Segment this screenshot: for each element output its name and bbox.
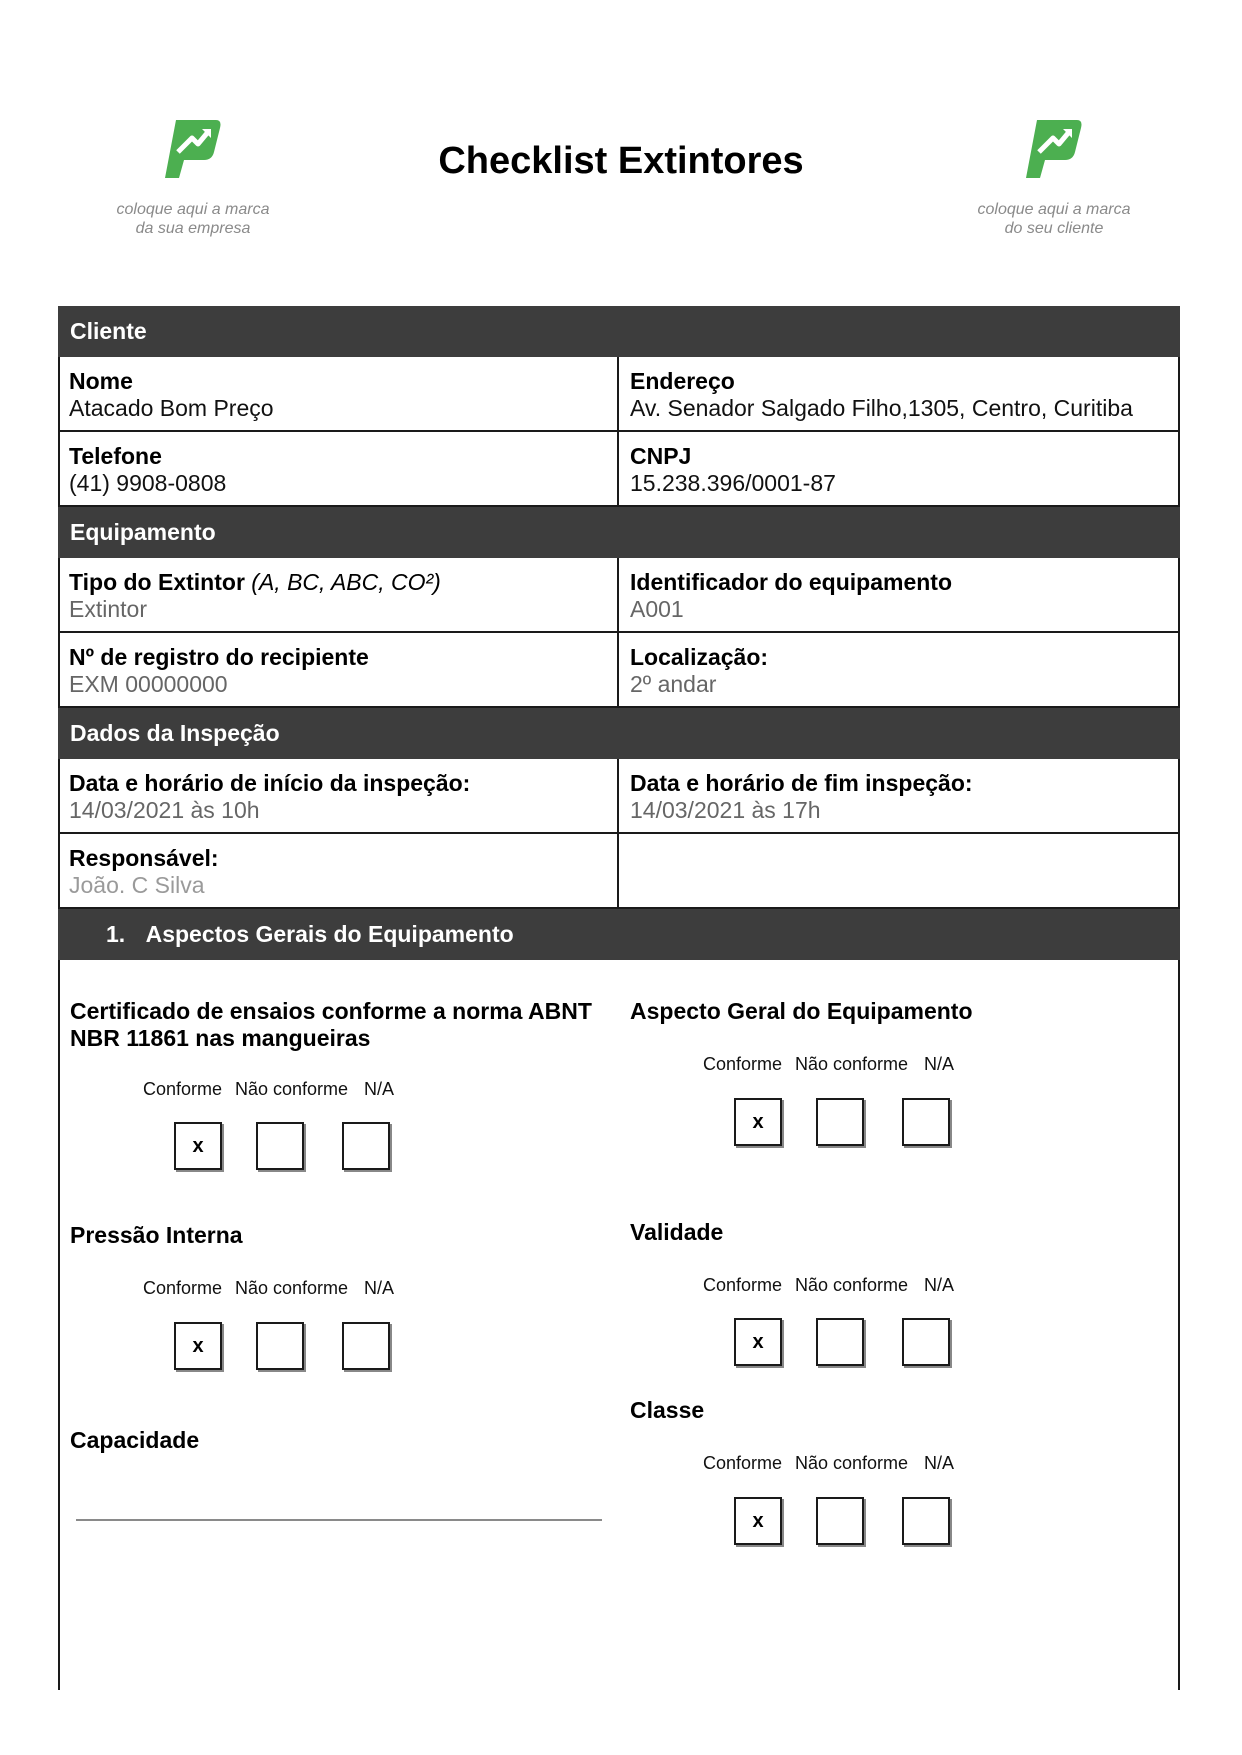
- field-value: (41) 9908-0808: [69, 470, 227, 496]
- field-value: A001: [630, 596, 684, 622]
- question-line: Classe: [630, 1397, 705, 1423]
- field-value: 14/03/2021 às 10h: [69, 797, 260, 823]
- field-label-text: Tipo do Extintor: [69, 569, 245, 595]
- field-identificador[interactable]: [619, 558, 1180, 633]
- checkbox-na[interactable]: [902, 1497, 950, 1545]
- option-label-conforme: Conforme: [703, 1275, 783, 1295]
- field-value: 14/03/2021 às 17h: [630, 797, 821, 823]
- field-value: Extintor: [69, 596, 147, 622]
- option-label-na: N/A: [364, 1079, 395, 1099]
- field-label: Telefone: [69, 443, 162, 469]
- field-label: Data e horário de fim inspeção:: [630, 770, 973, 796]
- field-label: Nome: [69, 368, 133, 394]
- empty-cell: [619, 834, 1180, 909]
- checkbox-conforme[interactable]: x: [734, 1497, 782, 1545]
- option-label-na: N/A: [364, 1278, 395, 1298]
- field-hint: (A, BC, ABC, CO²): [251, 569, 441, 595]
- page-title: Checklist Extintores: [438, 140, 804, 182]
- field-label: Nº de registro do recipiente: [69, 644, 369, 670]
- option-label-conforme: Conforme: [143, 1079, 223, 1099]
- logo-caption-line: do seu cliente: [1004, 220, 1104, 237]
- field-localizacao[interactable]: [619, 633, 1180, 708]
- section-number: 1.: [106, 921, 126, 947]
- section-header-cliente: Cliente: [58, 306, 1180, 357]
- field-nome[interactable]: [58, 357, 619, 432]
- section-header-inspecao: Dados da Inspeção: [58, 708, 1180, 759]
- option-label-conforme: Conforme: [703, 1054, 783, 1074]
- question-line: Certificado de ensaios conforme a norma ABNT: [70, 998, 592, 1024]
- checkbox-na[interactable]: [902, 1098, 950, 1146]
- field-value: João. C Silva: [69, 872, 205, 898]
- field-inicio-inspecao[interactable]: [58, 759, 619, 834]
- option-label-na: N/A: [924, 1453, 955, 1473]
- field-label: CNPJ: [630, 443, 692, 469]
- checkbox-na[interactable]: [342, 1122, 390, 1170]
- field-responsavel[interactable]: [58, 834, 619, 909]
- checkbox-nao-conforme[interactable]: [816, 1497, 864, 1545]
- option-label-na: N/A: [924, 1054, 955, 1074]
- field-fim-inspecao[interactable]: [619, 759, 1180, 834]
- field-label: Responsável:: [69, 845, 219, 871]
- field-value: 15.238.396/0001-87: [630, 470, 836, 496]
- logo-caption-line: coloque aqui a marca: [977, 201, 1131, 218]
- checkbox-nao-conforme[interactable]: [816, 1318, 864, 1366]
- field-endereco[interactable]: [619, 357, 1180, 432]
- field-tipo-extintor[interactable]: [58, 558, 619, 633]
- question-pressao-interna: [70, 1222, 243, 1249]
- checkbox-conforme[interactable]: x: [174, 1322, 222, 1370]
- field-value: Av. Senador Salgado Filho,1305, Centro, Curitiba: [630, 395, 1133, 421]
- field-label: Endereço: [630, 368, 735, 394]
- question-line: Capacidade: [70, 1427, 200, 1453]
- option-label-nao-conforme: Não conforme: [795, 1453, 909, 1473]
- question-certificado-ensaios: [70, 998, 592, 1052]
- field-registro-recipiente[interactable]: [58, 633, 619, 708]
- option-label-conforme: Conforme: [703, 1453, 783, 1473]
- checkbox-conforme[interactable]: x: [174, 1122, 222, 1170]
- option-label-na: N/A: [924, 1275, 955, 1295]
- capacidade-answer-line[interactable]: [76, 1519, 602, 1521]
- section-header-aspectos: [58, 909, 1180, 960]
- question-aspecto-geral: [630, 998, 973, 1025]
- checkbox-na[interactable]: [342, 1322, 390, 1370]
- field-value: 2º andar: [630, 671, 717, 697]
- option-label-nao-conforme: Não conforme: [795, 1275, 909, 1295]
- option-label-nao-conforme: Não conforme: [235, 1278, 349, 1298]
- logo-caption-line: coloque aqui a marca: [116, 201, 270, 218]
- question-capacidade: [70, 1427, 199, 1454]
- option-label-nao-conforme: Não conforme: [795, 1054, 909, 1074]
- section-title: Aspectos Gerais do Equipamento: [145, 921, 514, 947]
- checkbox-nao-conforme[interactable]: [816, 1098, 864, 1146]
- field-label: Data e horário de início da inspeção:: [69, 770, 471, 796]
- field-label: Identificador do equipamento: [630, 569, 953, 595]
- question-classe: [630, 1397, 704, 1424]
- field-label: Localização:: [630, 644, 769, 670]
- option-label-conforme: Conforme: [143, 1278, 223, 1298]
- logo-caption-line: da sua empresa: [135, 220, 251, 237]
- question-line: Validade: [630, 1219, 724, 1245]
- checkbox-conforme[interactable]: x: [734, 1098, 782, 1146]
- checkbox-nao-conforme[interactable]: [256, 1122, 304, 1170]
- field-cnpj[interactable]: [619, 432, 1180, 507]
- checkbox-nao-conforme[interactable]: [256, 1322, 304, 1370]
- question-line: Aspecto Geral do Equipamento: [630, 998, 973, 1024]
- checkbox-na[interactable]: [902, 1318, 950, 1366]
- question-line: NBR 11861 nas mangueiras: [70, 1025, 371, 1051]
- checkbox-conforme[interactable]: x: [734, 1318, 782, 1366]
- field-value: EXM 00000000: [69, 671, 228, 697]
- field-telefone[interactable]: [58, 432, 619, 507]
- question-line: Pressão Interna: [70, 1222, 243, 1248]
- field-label: [69, 569, 617, 596]
- question-validade: [630, 1219, 723, 1246]
- section-header-equipamento: Equipamento: [58, 507, 1180, 558]
- field-value: Atacado Bom Preço: [69, 395, 274, 421]
- option-label-nao-conforme: Não conforme: [235, 1079, 349, 1099]
